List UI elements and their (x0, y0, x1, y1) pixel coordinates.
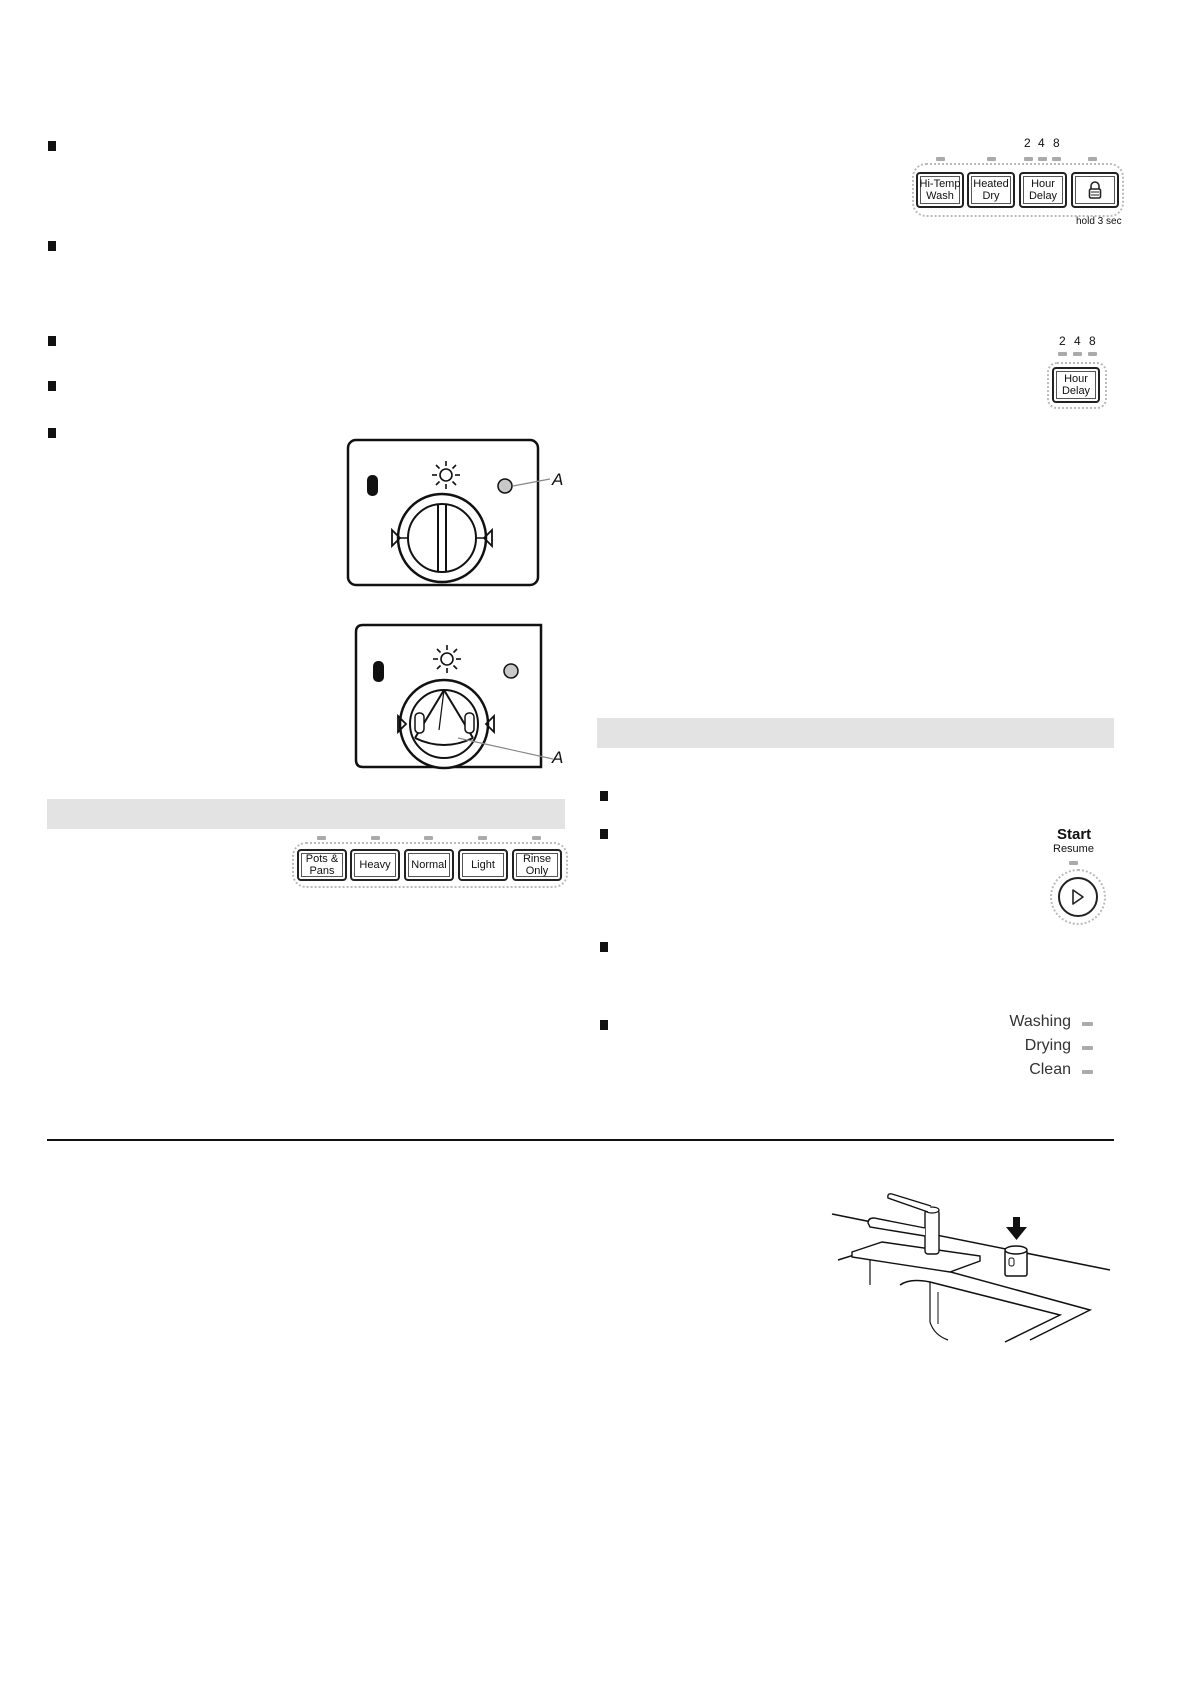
dispenser-diagram-open (353, 622, 575, 772)
play-icon (1070, 888, 1086, 906)
start-resume-button[interactable] (1050, 869, 1106, 925)
diagram-callout-label: A (552, 470, 564, 489)
section-header-band (47, 799, 565, 829)
light-button[interactable]: Light (458, 849, 508, 881)
faucet-illustration (830, 1190, 1114, 1345)
hour-delay-button[interactable]: Hour Delay (1019, 172, 1067, 208)
dispenser-diagram-closed (345, 437, 575, 589)
delay-digit-2: 2 (1024, 136, 1031, 150)
heated-dry-button[interactable]: Heated Dry (967, 172, 1015, 208)
section-divider (47, 1139, 1114, 1141)
hold-note: hold 3 sec (1076, 216, 1122, 227)
resume-label: Resume (1053, 843, 1094, 855)
delay-digit-4: 4 (1074, 334, 1081, 348)
pots-and-pans-button[interactable]: Pots & Pans (297, 849, 347, 881)
lock-icon (1088, 181, 1102, 199)
status-drying-label: Drying (1024, 1037, 1071, 1054)
heavy-button[interactable]: Heavy (350, 849, 400, 881)
bullet-marker (600, 791, 608, 801)
status-washing-label: Washing (1009, 1013, 1071, 1030)
bullet-marker (600, 829, 608, 839)
hour-delay-button[interactable]: Hour Delay (1052, 367, 1100, 403)
bullet-marker (600, 1020, 608, 1030)
delay-digit-8: 8 (1053, 136, 1060, 150)
rinse-only-button[interactable]: Rinse Only (512, 849, 562, 881)
bullet-marker (600, 942, 608, 952)
bullet-marker (48, 141, 56, 151)
delay-digit-4: 4 (1038, 136, 1045, 150)
down-arrow-icon (1006, 1217, 1027, 1240)
start-label: Start (1057, 826, 1092, 843)
bullet-marker (48, 241, 56, 251)
bullet-marker (48, 381, 56, 391)
bullet-marker (48, 428, 56, 438)
hi-temp-wash-button[interactable]: Hi-Temp Wash (916, 172, 964, 208)
control-lock-button[interactable] (1071, 172, 1119, 208)
bullet-marker (48, 336, 56, 346)
delay-digit-8: 8 (1089, 334, 1096, 348)
status-clean-label: Clean (1029, 1061, 1071, 1078)
normal-button[interactable]: Normal (404, 849, 454, 881)
delay-digit-2: 2 (1059, 334, 1066, 348)
diagram-callout-label: A (552, 748, 564, 767)
section-header-band (597, 718, 1114, 748)
